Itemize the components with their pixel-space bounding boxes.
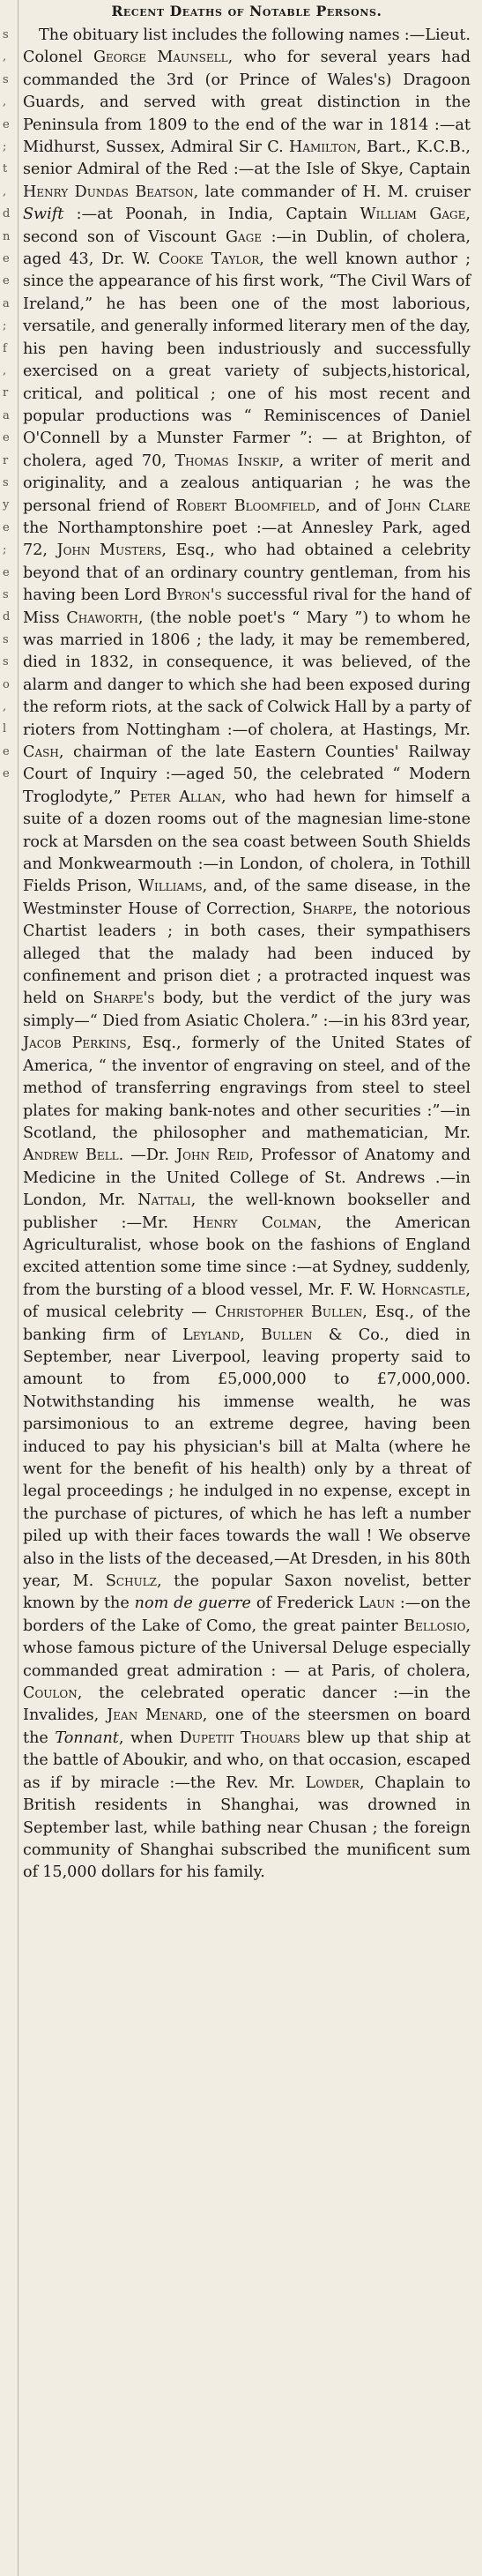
person-name: William Gage xyxy=(360,205,466,224)
body-text-run: , (the noble poet's “ Mary ”) to whom he was married in 1806 ; the lady, it may be remembered, died in 1832, in consequence, it was believed, of the alarm and danger to which she had been exposed during the reform riots, at the sack of Colwick Hall by a party of rioters from Nottingham :—of cholera, at Hastings, Mr. xyxy=(23,609,471,739)
person-name: John Musters xyxy=(56,541,162,560)
gutter-mark: , xyxy=(3,50,7,64)
person-name: Gage xyxy=(225,228,263,246)
person-name: Jean Menard xyxy=(107,1706,203,1725)
body-text-run: , of musical celebrity — xyxy=(23,1281,471,1322)
body-text-run: blew up that ship at the battle of Aboukir, and who, on that occasion, escaped as if by miracle :—the Rev. Mr. xyxy=(23,1729,471,1792)
gutter-mark: d xyxy=(3,610,11,624)
gutter-mark: e xyxy=(3,431,10,445)
person-name: Thomas Inskip xyxy=(174,452,279,470)
gutter-mark: ; xyxy=(3,140,7,153)
person-name: Henry Dundas Beatson xyxy=(23,183,194,201)
body-text-run: , the well-known bookseller and publisher :—Mr. xyxy=(23,1191,471,1232)
gutter-mark: e xyxy=(3,565,10,579)
body-text-run: , Bart., K.C.B., senior Admiral of the Red :—at the Isle of Skye, Captain xyxy=(23,138,471,179)
body-text-run: , Chaplain to British residents in Shanghai, was drowned in September last, while bathing near Chusan ; the foreign community of Shanghai subscribed the munificent sum of 15,000 dollars for his family. xyxy=(23,1773,471,1882)
body-text-run: , one of the steersmen on board the xyxy=(23,1706,471,1747)
gutter-mark: l xyxy=(3,722,7,736)
person-name: Laun xyxy=(358,1594,395,1613)
gutter-mark: e xyxy=(3,744,10,758)
italic-term: nom de guerre xyxy=(134,1594,251,1613)
person-name: Andrew Bell xyxy=(23,1146,119,1165)
body-text-run: , and, of the same disease, in the Westminster House of Correction, xyxy=(23,877,471,918)
body-text-run: , second son of Viscount xyxy=(23,205,471,246)
gutter-mark: e xyxy=(3,520,10,534)
body-text-run: & Co., died in September, near Liverpool, leaving property said to amount to from £5,000,000 to £7,000,000. Notwithstanding his immense wealth, he was parsimonious to an extreme degree, having been induced to pay his physician's bill at Malta (where he went for the benefit of his health) only by a threat of legal proceedings ; he indulged in no expense, except in the purchase of pictures, of which he has left a number piled up with their faces towards the wall ! We observe also in the lists of the deceased,—At Dresden, in his 80th year, M. xyxy=(23,1325,471,1591)
body-text-run: body, but the verdict of the jury was simply—“ Died from Asiatic Cholera.” :—in his 83rd year, xyxy=(23,989,471,1030)
gutter-mark: , xyxy=(3,95,7,109)
person-name: Chaworth xyxy=(66,609,138,627)
article-body xyxy=(23,25,471,1885)
gutter-mark: s xyxy=(3,655,9,669)
body-text-run: , Esq., of the banking firm of xyxy=(23,1303,471,1344)
body-text-run: , Esq., formerly of the United States of America, “ the inventor of engraving on steel, and of the method of transferring engravings from steel to steel plates for making bank-notes and other securities :”—in Scotland, the philosopher and mathematician, Mr. xyxy=(23,1034,471,1142)
gutter-mark: e xyxy=(3,117,10,131)
person-name: Lowder xyxy=(305,1773,360,1792)
body-text-run: , the notorious Chartist leaders ; in both cases, their sympathisers alleged that the malady had been induced by confinement and prison diet ; a protracted inquest was held on xyxy=(23,900,471,1008)
person-name: Jacob Perkins xyxy=(23,1034,127,1053)
body-text-run: , who for several years had commanded the 3rd (or Prince of Wales's) Dragoon Guards, and served with great distinction in the Peninsula from 1809 to the end of the war in 1814 :—at Midhurst, Sussex, Admiral Sir C. xyxy=(23,49,471,157)
gutter-mark: , xyxy=(3,184,7,198)
body-text-run: :—on the borders of the Lake of Como, the great painter xyxy=(23,1594,471,1635)
gutter-mark: s xyxy=(3,476,9,489)
person-name: Sharpe's xyxy=(93,989,155,1008)
person-name: Dupetit Thouars xyxy=(179,1729,300,1747)
person-name: Leyland, Bullen xyxy=(182,1325,313,1344)
person-name: Cash xyxy=(23,743,59,761)
left-margin-gutter xyxy=(0,0,19,2576)
gutter-mark: a xyxy=(3,296,10,310)
body-text-run: , a writer of merit and originality, and a zealous antiquarian ; he was the personal friend of xyxy=(23,452,471,515)
person-name: Williams xyxy=(137,877,203,896)
body-text-run: the Northamptonshire poet :—at Annesley Park, aged 72, xyxy=(23,519,471,560)
italic-term: Tonnant xyxy=(55,1729,119,1747)
person-name: Bellosio xyxy=(404,1617,466,1635)
body-text-run: , and of xyxy=(315,497,388,515)
body-text-run: , who had hewn for himself a suite of a dozen rooms out of the magnesian lime-stone rock at Marsden on the sea coast between South Shields and Monkwearmouth :—in London, of cholera, in Tothill Fields Prison, xyxy=(23,788,471,896)
body-text-run: , Esq., who had obtained a celebrity beyond that of an ordinary country gentleman, from his having been Lord xyxy=(23,541,471,605)
body-text-run: , Professor of Anatomy and Medicine in the United College of St. Andrews .—in London, Mr. xyxy=(23,1146,471,1210)
gutter-mark: e xyxy=(3,274,10,288)
person-name: George Maunsell xyxy=(93,49,228,67)
body-text-run: successful rival for the hand of Miss xyxy=(23,586,471,627)
gutter-mark: , xyxy=(3,700,7,713)
person-name: W. Cooke Taylor xyxy=(132,250,260,269)
italic-term: Swift xyxy=(23,205,64,224)
person-name: Coulon xyxy=(23,1684,78,1703)
gutter-mark: e xyxy=(3,767,10,781)
gutter-mark: ; xyxy=(3,319,7,333)
gutter-mark: n xyxy=(3,229,11,243)
gutter-mark: f xyxy=(3,341,7,355)
person-name: Peter Allan xyxy=(130,788,222,806)
person-name: Hamilton xyxy=(289,138,357,157)
person-name: Christopher Bullen xyxy=(214,1303,363,1322)
body-text-run: , the popular Saxon novelist, better known by the xyxy=(23,1572,471,1613)
person-name: Schulz xyxy=(105,1572,157,1591)
gutter-mark: o xyxy=(3,677,10,691)
body-text-run: , the American Agriculturalist, whose book on the fashions of England excited attention some time since :—at Sydney, suddenly, from the bursting of a blood vessel, Mr. xyxy=(23,1213,471,1299)
body-text-run: , when xyxy=(118,1729,180,1747)
body-text-run: of Frederick xyxy=(250,1594,359,1613)
gutter-mark: , xyxy=(3,364,7,377)
gutter-mark: r xyxy=(3,386,9,400)
body-text-run: , chairman of the late Eastern Counties' Railway Court of Inquiry :—aged 50, the celebrated “ Modern Troglodyte,” xyxy=(23,743,471,806)
body-text-run: . —Dr. xyxy=(118,1146,177,1165)
gutter-mark: y xyxy=(3,498,10,512)
body-text-run: , late commander of H. M. cruiser xyxy=(193,183,471,201)
article xyxy=(23,2,471,1885)
gutter-mark: t xyxy=(3,162,8,176)
body-text-run: , the celebrated operatic dancer :—in the Invalides, xyxy=(23,1684,471,1725)
person-name: F. W. Horncastle xyxy=(339,1281,466,1299)
article-title: Recent Deaths of Notable Persons. xyxy=(111,3,382,19)
body-text-run: :—at Poonah, in India, Captain xyxy=(63,205,360,224)
person-name: Robert Bloomfield xyxy=(175,497,316,515)
gutter-mark: s xyxy=(3,588,9,601)
gutter-mark: ; xyxy=(3,543,7,557)
person-name: John Reid xyxy=(176,1146,249,1165)
person-name: John Clare xyxy=(387,497,471,515)
body-text-run: The obituary list includes the following names :—Lieut. Colonel xyxy=(23,26,471,67)
person-name: Henry Colman xyxy=(192,1213,317,1232)
gutter-mark: s xyxy=(3,28,9,41)
gutter-mark: s xyxy=(3,632,9,646)
body-text-run: , whose famous picture of the Universal Deluge especially commanded great admiration : — at Paris, of cholera, xyxy=(23,1617,471,1680)
person-name: Sharpe xyxy=(301,900,352,918)
gutter-mark: r xyxy=(3,453,9,467)
person-name: Nattali xyxy=(137,1191,191,1210)
gutter-mark: s xyxy=(3,72,9,86)
person-name: Byron's xyxy=(166,586,222,605)
gutter-mark: d xyxy=(3,207,11,221)
body-text-run: , the well known author ; since the appearance of his first work, “The Civil Wars of Ireland,” he has been one of the most laborious, versatile, and generally informed literary men of the day, his pen having been industriously and successfully exercised on a great variety of subjects,historical, critical, and political ; one of his most recent and popular productions was “ Reminiscences of Daniel O'Connell by a Munster Farmer ”: — at Brighton, of cholera, aged 70, xyxy=(23,250,471,470)
gutter-mark: a xyxy=(3,408,10,422)
body-text-run: :—in Dublin, of cholera, aged 43, Dr. xyxy=(23,228,471,269)
gutter-mark: e xyxy=(3,252,10,265)
